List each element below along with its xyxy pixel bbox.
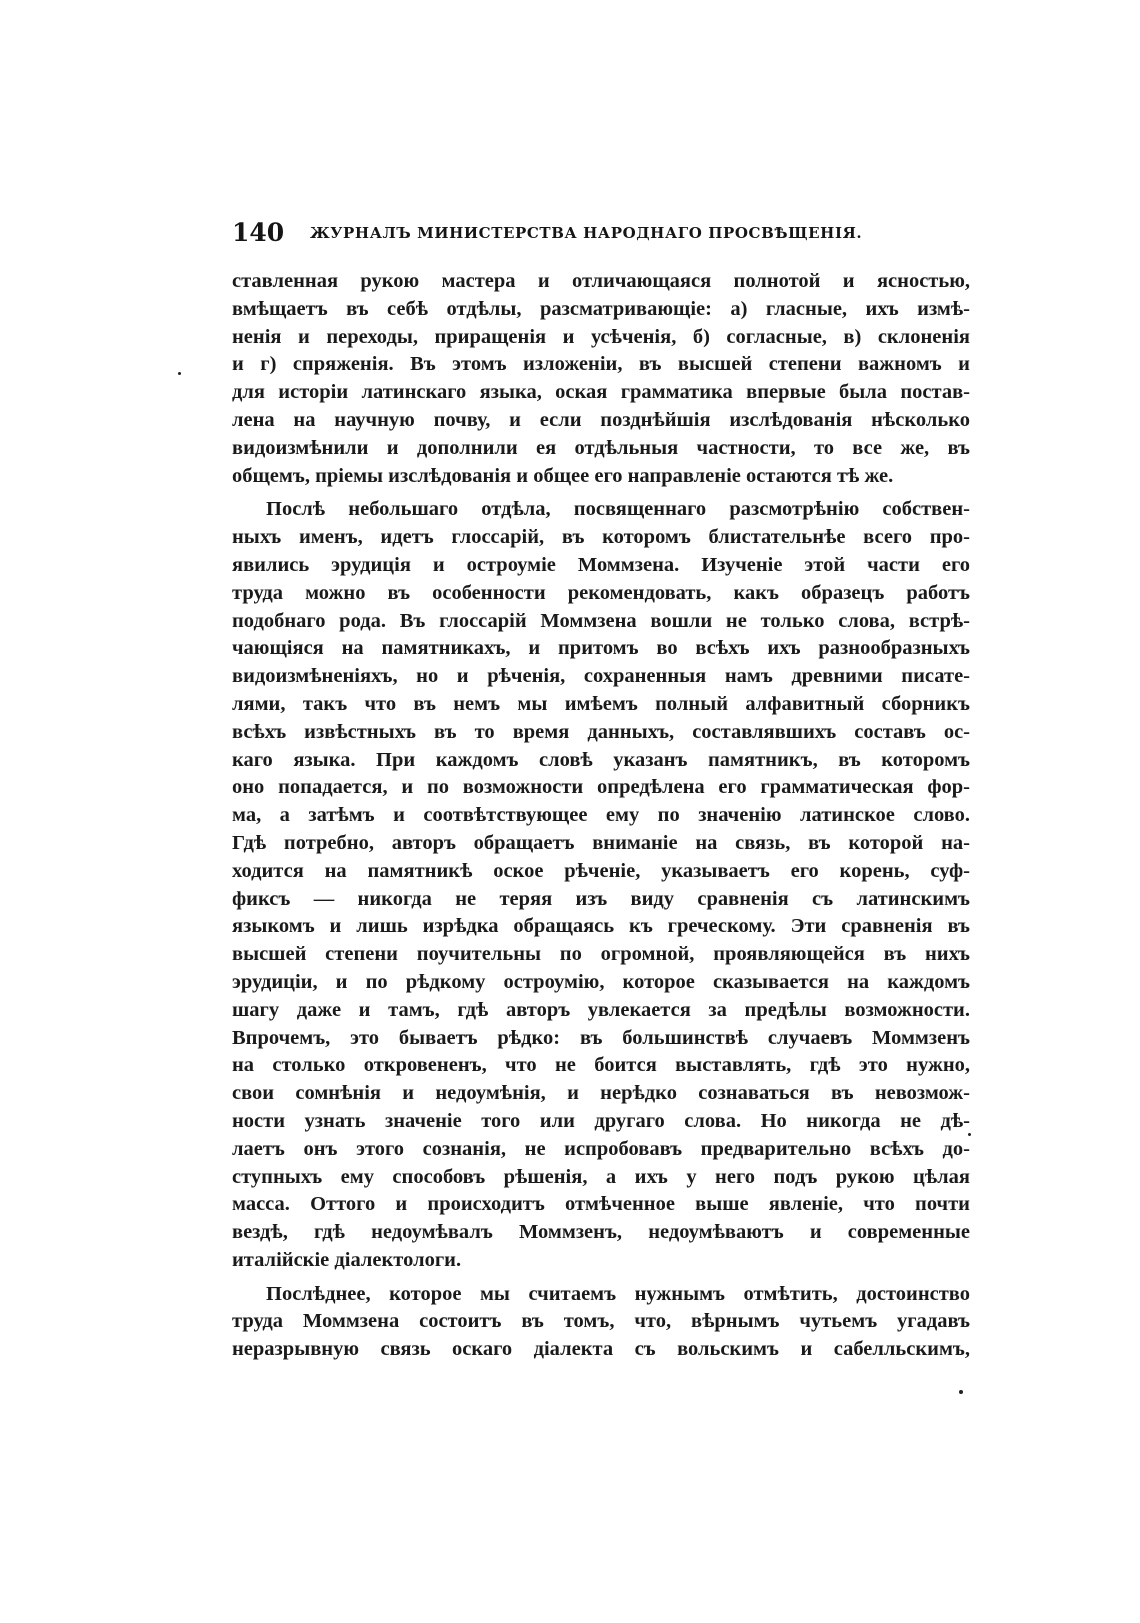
text-line: масса. Оттого и происходитъ отмѣченное выше явленіе, что почти: [232, 1193, 970, 1216]
page-header: [232, 218, 972, 252]
text-line: каго языка. При каждомъ словѣ указанъ памятникъ, въ которомъ: [232, 748, 970, 771]
text-line: вездѣ, гдѣ недоумѣвалъ Моммзенъ, недоумѣваютъ и современные: [232, 1221, 970, 1244]
paragraph-3: [232, 1281, 970, 1364]
text-line: высшей степени поучительны по огромной, проявляющейся въ нихъ: [232, 943, 970, 966]
text-line: труда Моммзена состоитъ въ томъ, что, вѣрнымъ чутьемъ угадавъ: [232, 1310, 970, 1333]
text-line: эрудиціи, и по рѣдкому остроумію, которое сказывается на каждомъ: [232, 970, 970, 993]
text-line: ма, а затѣмъ и соотвѣтствующее ему по значенію латинское слово.: [232, 804, 970, 827]
text-line: для исторіи латинскаго языка, оская грамматика впервые была постав-: [232, 381, 970, 404]
text-line: видоизмѣнили и дополнили ея отдѣльныя частности, то все же, въ: [232, 436, 970, 459]
text-line: лями, такъ что въ немъ мы имѣемъ полный алфавитный сборникъ: [232, 692, 970, 715]
text-line: ставленная рукою мастера и отличающаяся полнотой и ясностью,: [232, 270, 970, 292]
text-line: Гдѣ потребно, авторъ обращаетъ вниманіе на связь, въ которой на-: [232, 831, 970, 854]
text-line: всѣхъ извѣстныхъ въ то время данныхъ, составлявшихъ составъ ос-: [232, 720, 970, 743]
text-line: и г) спряженія. Въ этомъ изложеніи, въ высшей степени важномъ и: [232, 353, 970, 376]
text-line: неразрывную связь оскаго діалекта съ вольскимъ и сабелльскимъ,: [232, 1338, 970, 1361]
body-text: [232, 268, 970, 1364]
text-line: вмѣщаетъ въ себѣ отдѣлы, разсматривающіе: а) гласные, ихъ измѣ-: [232, 297, 970, 320]
text-line: языкомъ и лишь изрѣдка обращаясь къ греческому. Эти сравненія въ: [232, 915, 970, 938]
scan-speck: [968, 1133, 971, 1136]
text-line: лена на научную почву, и если позднѣйшія изслѣдованія нѣсколько: [232, 408, 970, 431]
scan-speck: [959, 1390, 963, 1394]
text-line: труда можно въ особенности рекомендовать, какъ образецъ работъ: [232, 581, 970, 604]
text-line: Послѣ небольшаго отдѣла, посвященнаго разсмотрѣнію собствен-: [266, 498, 970, 521]
text-line: ненія и переходы, приращенія и усѣченія, б) согласные, в) склоненія: [232, 325, 970, 348]
text-line: свои сомнѣнія и недоумѣнія, и нерѣдко сознаваться въ невозмож-: [232, 1082, 970, 1105]
scan-speck: [178, 372, 181, 375]
text-line: чающіяся на памятникахъ, и притомъ во всѣхъ ихъ разнообразныхъ: [232, 637, 970, 660]
text-line: Послѣднее, которое мы считаемъ нужнымъ отмѣтить, достоинство: [266, 1282, 970, 1305]
text-line: фиксъ — никогда не теряя изъ виду сравненія съ латинскимъ: [232, 887, 970, 910]
text-line: явились эрудиція и остроуміе Моммзена. Изученіе этой части его: [232, 553, 970, 576]
text-line: видоизмѣненіяхъ, но и рѣченія, сохраненныя намъ древними писате-: [232, 665, 970, 688]
paragraph-1: [232, 268, 970, 490]
text-line: Впрочемъ, это бываетъ рѣдко: въ большинствѣ случаевъ Моммзенъ: [232, 1026, 970, 1049]
text-line: шагу даже и тамъ, гдѣ авторъ увлекается за предѣлы возможности.: [232, 998, 970, 1021]
text-line: на столько откровененъ, что не боится выставлять, гдѣ это нужно,: [232, 1054, 970, 1077]
text-line: лаетъ онъ этого сознанія, не испробовавъ предварительно всѣхъ до-: [232, 1137, 970, 1160]
text-line: ступныхъ ему способовъ рѣшенія, а ихъ у него подъ рукою цѣлая: [232, 1165, 970, 1188]
text-line: подобнаго рода. Въ глоссарій Моммзена вошли не только слова, встрѣ-: [232, 609, 970, 632]
page-number: 140: [232, 218, 285, 247]
text-line: ныхъ именъ, идетъ глоссарій, въ которомъ блистательнѣе всего про-: [232, 526, 970, 549]
running-title: ЖУРНАЛЪ МИНИСТЕРСТВА НАРОДНАГО ПРОСВѢЩЕНІЯ.: [310, 224, 863, 242]
text-line: ности узнать значеніе того или другаго слова. Но никогда не дѣ-: [232, 1109, 970, 1132]
text-line: оно попадается, и по возможности опредѣлена его грамматическая фор-: [232, 776, 970, 799]
text-line: общемъ, пріемы изслѣдованія и общее его направленіе остаются тѣ же.: [232, 464, 894, 487]
text-line: ходится на памятникѣ оское рѣченіе, указываетъ его корень, суф-: [232, 859, 970, 882]
text-line: италійскіе діалектологи.: [232, 1248, 462, 1271]
paragraph-2: [232, 496, 970, 1274]
